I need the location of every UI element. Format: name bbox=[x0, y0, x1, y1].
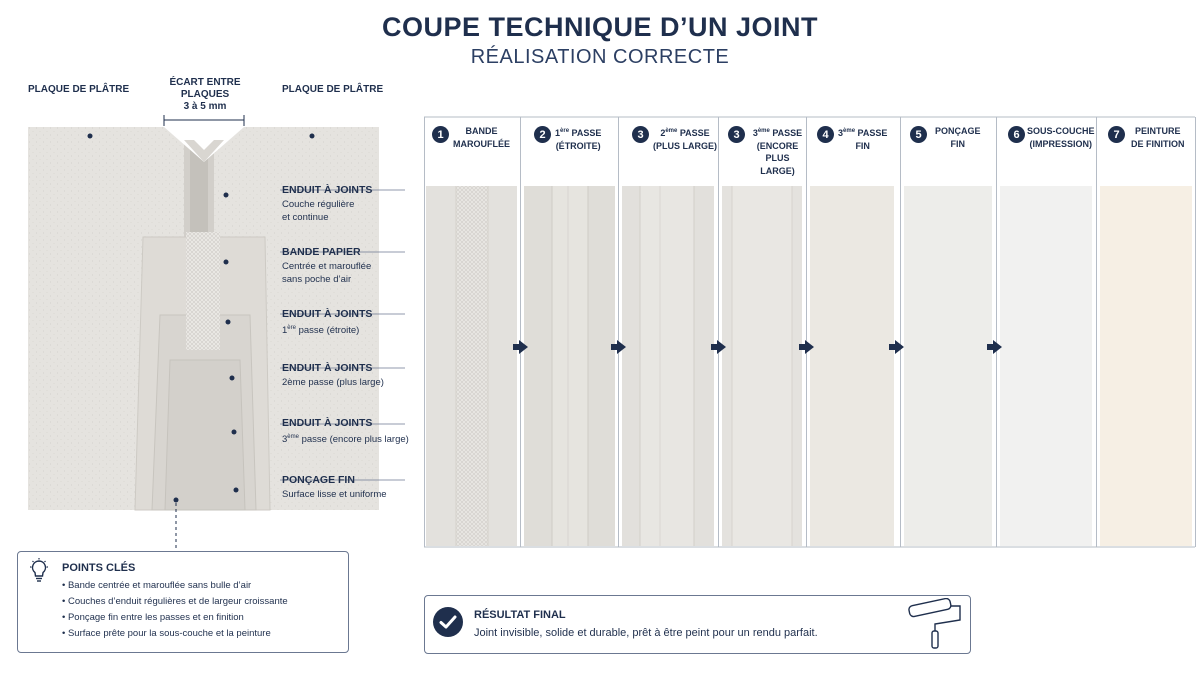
callout-pass1-desc: 1ère passe (étroite) bbox=[282, 325, 360, 337]
step-number: 3 bbox=[632, 126, 649, 143]
step-4-panel bbox=[810, 186, 894, 546]
result-text: Joint invisible, solide et durable, prêt à être peint pour un rendu parfait. bbox=[474, 627, 818, 639]
step-1-header: 1 BANDE MAROUFLÉE bbox=[432, 125, 518, 171]
step-4-header: 4 3ème PASSE FIN bbox=[817, 125, 900, 171]
callout-tape-desc: Centrée et marouflée sans poche d’air bbox=[282, 261, 372, 285]
callout-pass3-title: ENDUIT À JOINTS bbox=[282, 417, 373, 429]
callout-pass3-desc: 3ème passe (encore plus large) bbox=[282, 434, 409, 446]
step-5-panel bbox=[904, 186, 992, 546]
step-number: 7 bbox=[1108, 126, 1125, 143]
step-number: 2 bbox=[534, 126, 551, 143]
key-point-item: • Surface prête pour la sous-couche et la peinture bbox=[62, 628, 271, 639]
lightbulb-icon bbox=[28, 558, 50, 584]
key-point-item: • Couches d’enduit régulières et de largeur croissante bbox=[62, 596, 288, 607]
check-circle-icon bbox=[432, 606, 464, 638]
step-3b-panel bbox=[722, 186, 802, 546]
key-points-title: POINTS CLÉS bbox=[62, 562, 136, 574]
step-5-header: 5 PONÇAGE FIN bbox=[910, 125, 996, 171]
left-plate-label: PLAQUE DE PLÂTRE bbox=[28, 84, 130, 95]
step-number: 5 bbox=[910, 126, 927, 143]
callout-sanding-title: PONÇAGE FIN bbox=[282, 474, 355, 486]
step-7-header: 7 PEINTURE DE FINITION bbox=[1108, 125, 1194, 171]
step-number: 1 bbox=[432, 126, 449, 143]
step-3-header: 3 2ème PASSE (PLUS LARGE) bbox=[632, 125, 718, 171]
callout-pass2-desc: 2ème passe (plus large) bbox=[282, 377, 384, 388]
callout-coat-desc: Couche régulière et continue bbox=[282, 199, 355, 223]
key-point-item: • Bande centrée et marouflée sans bulle d’air bbox=[62, 580, 252, 591]
result-box bbox=[424, 595, 971, 654]
page-title: COUPE TECHNIQUE D’UN JOINT bbox=[381, 12, 819, 42]
step-number: 3 bbox=[728, 126, 745, 143]
step-2-header: 2 1ère PASSE (ÉTROITE) bbox=[534, 125, 618, 171]
callout-sanding-desc: Surface lisse et uniforme bbox=[282, 489, 387, 500]
paint-roller-icon bbox=[905, 598, 967, 650]
step-2-panel bbox=[524, 186, 615, 546]
step-6-header: 6 SOUS-COUCHE (IMPRESSION) bbox=[1008, 125, 1096, 171]
step-number: 4 bbox=[817, 126, 834, 143]
step-6-panel bbox=[1000, 186, 1092, 546]
page-subtitle: RÉALISATION CORRECTE bbox=[470, 46, 730, 68]
callout-pass1-title: ENDUIT À JOINTS bbox=[282, 308, 373, 320]
right-plate-label: PLAQUE DE PLÂTRE bbox=[282, 84, 384, 95]
gap-label-line1: ÉCART ENTRE bbox=[169, 77, 241, 88]
step-3-panel bbox=[622, 186, 714, 546]
key-point-item: • Ponçage fin entre les passes et en finition bbox=[62, 612, 244, 623]
callout-tape-title: BANDE PAPIER bbox=[282, 246, 361, 258]
step-7-panel bbox=[1100, 186, 1192, 546]
gap-value: 3 à 5 mm bbox=[183, 101, 227, 112]
step-3b-header: 3 3ème PASSE (ENCORE PLUS LARGE) bbox=[728, 125, 806, 171]
step-number: 6 bbox=[1008, 126, 1025, 143]
gap-label-line2: PLAQUES bbox=[180, 89, 230, 100]
callout-coat-title: ENDUIT À JOINTS bbox=[282, 184, 373, 196]
result-title: RÉSULTAT FINAL bbox=[474, 609, 566, 621]
step-1-panel bbox=[426, 186, 517, 546]
callout-pass2-title: ENDUIT À JOINTS bbox=[282, 362, 373, 374]
